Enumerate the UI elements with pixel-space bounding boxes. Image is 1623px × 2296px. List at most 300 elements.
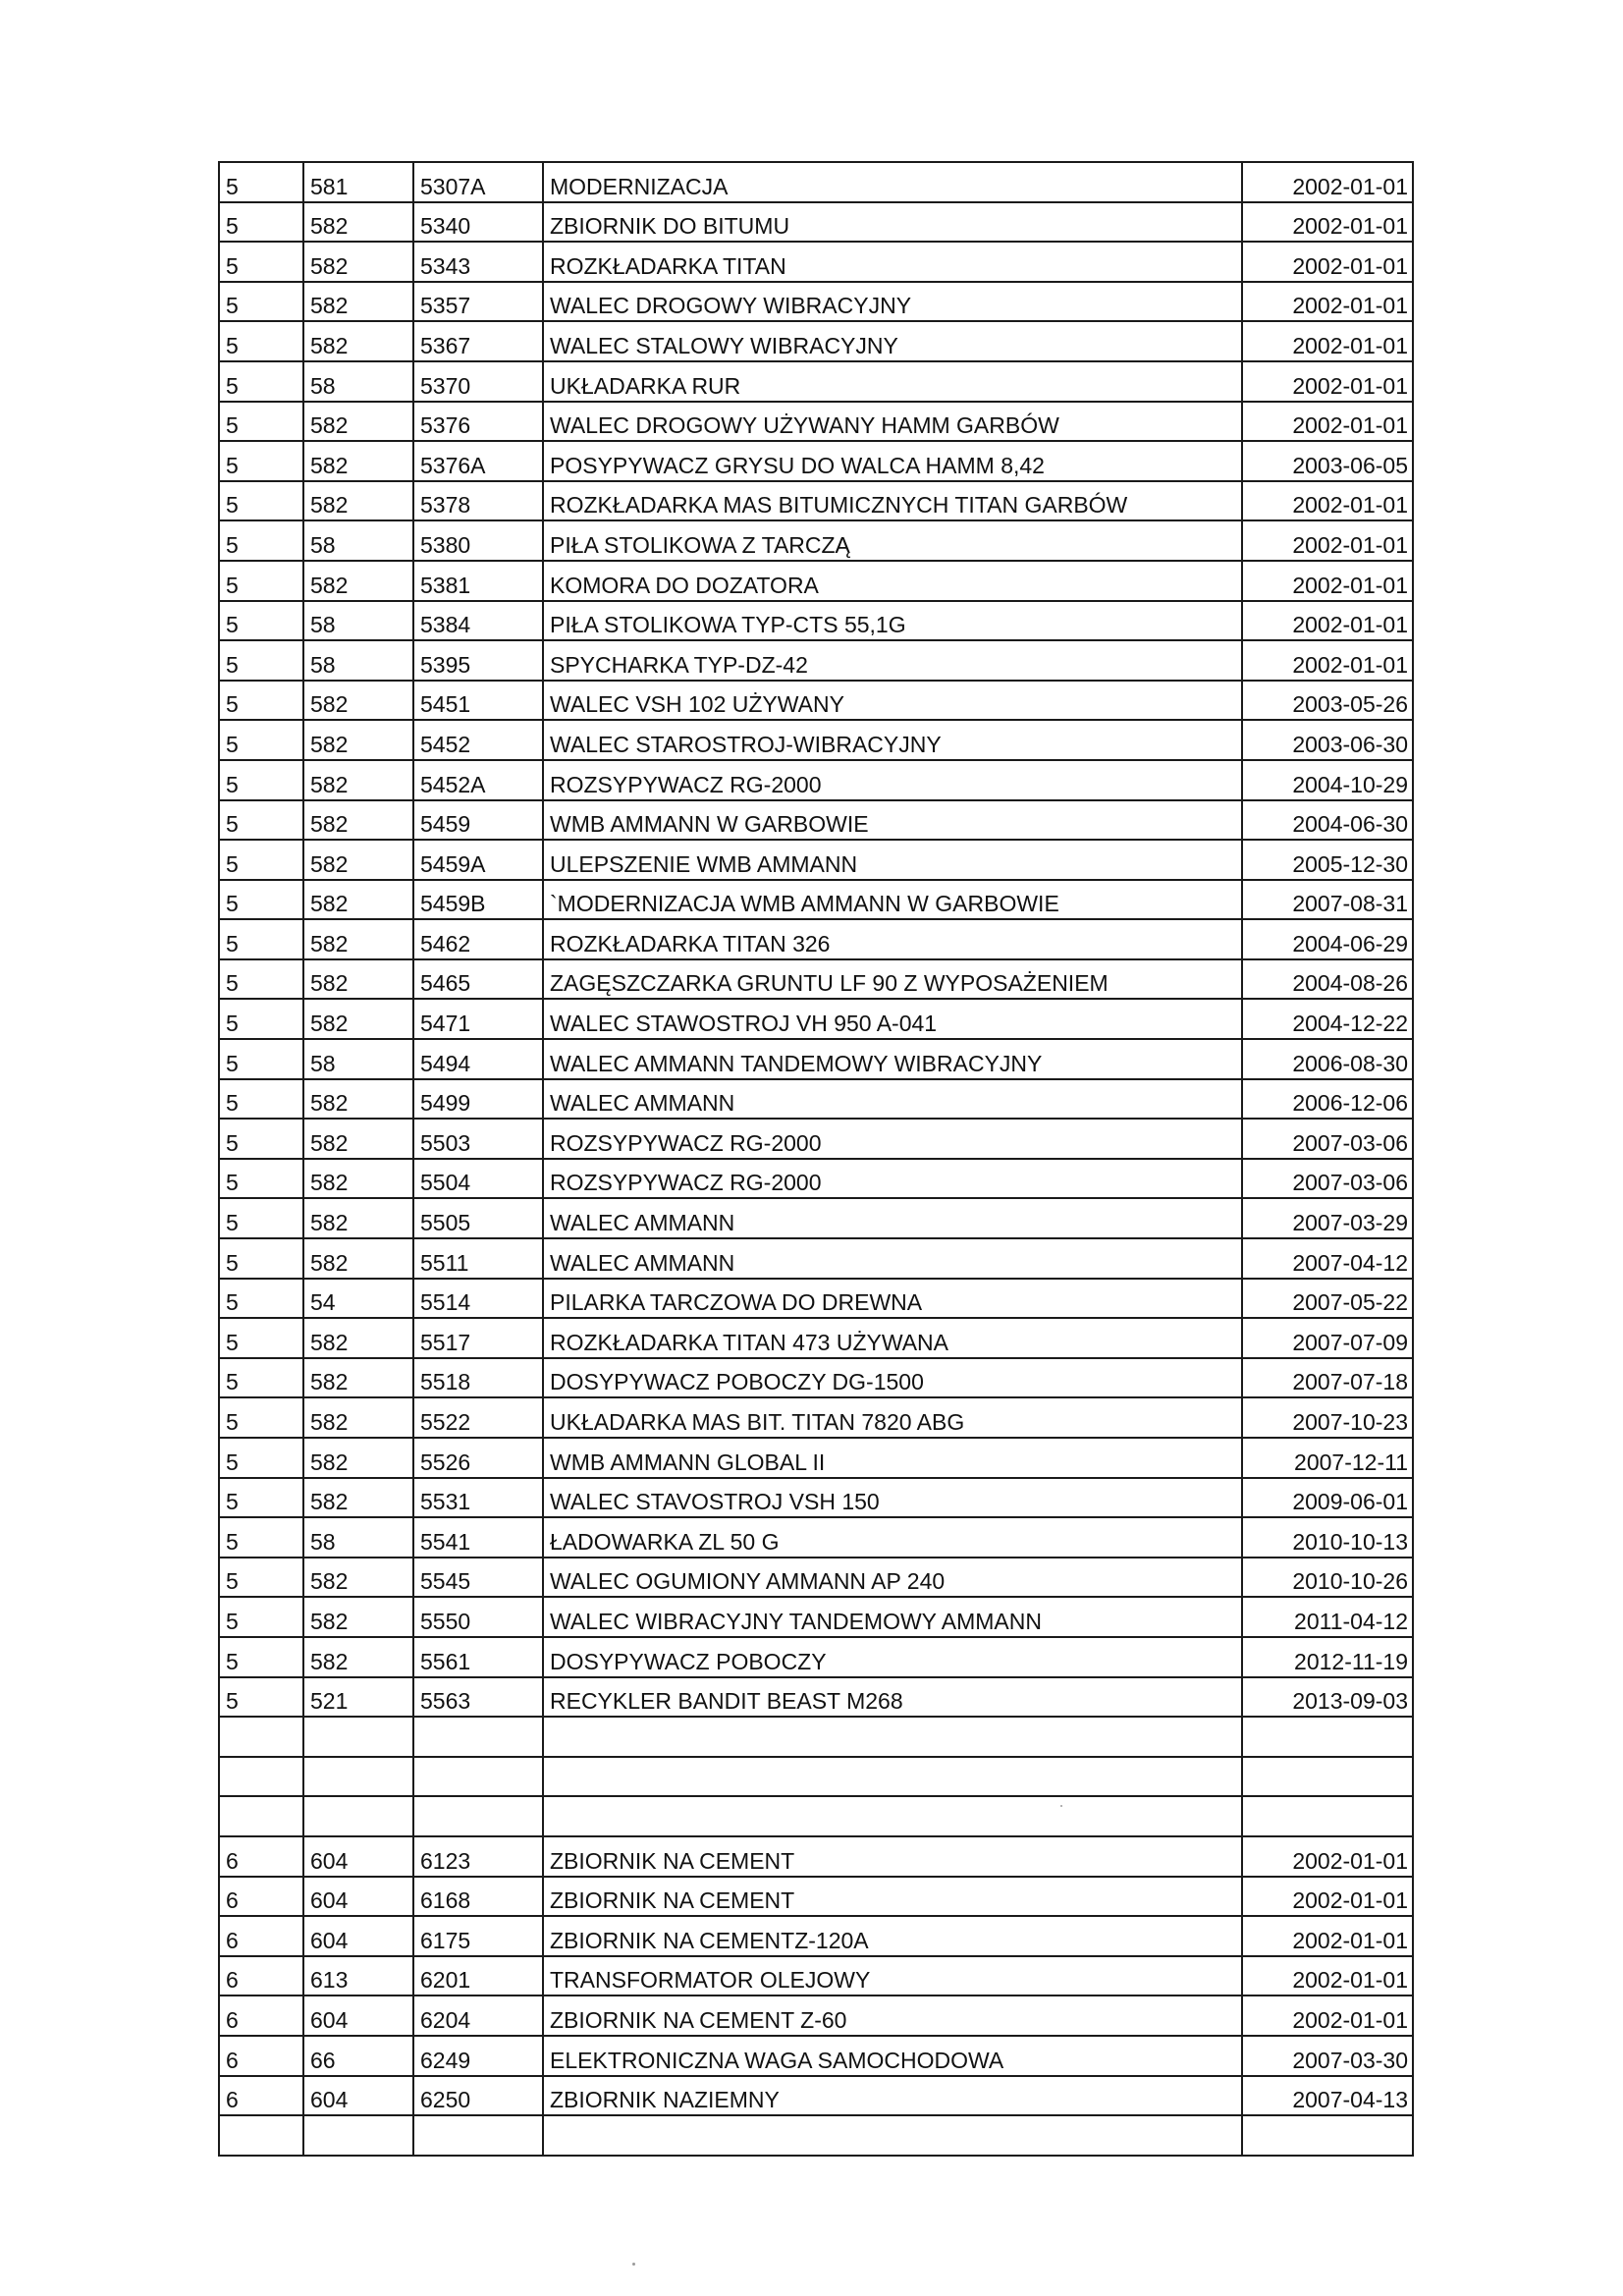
table-row	[219, 1238, 1413, 1279]
group-cell: 5	[219, 681, 303, 721]
table-row	[219, 202, 1413, 243]
date-cell: 2002-01-01	[1242, 321, 1413, 361]
table-row	[219, 1279, 1413, 1319]
description-cell: ROZKŁADARKA TITAN 473 UŻYWANA	[543, 1318, 1242, 1358]
table-row	[219, 800, 1413, 841]
subgroup-cell: 582	[303, 1119, 413, 1159]
description-cell: TRANSFORMATOR OLEJOWY	[543, 1956, 1242, 1996]
asset-number-cell: 6175	[413, 1916, 543, 1956]
subgroup-cell: 582	[303, 880, 413, 920]
description-cell: ROZKŁADARKA TITAN 326	[543, 919, 1242, 959]
group-cell: 6	[219, 1877, 303, 1917]
table-row	[219, 959, 1413, 1000]
subgroup-cell: 604	[303, 1877, 413, 1917]
description-cell: ZBIORNIK NA CEMENT Z-60	[543, 1995, 1242, 2036]
date-cell: 2003-06-05	[1242, 441, 1413, 481]
description-cell: PIŁA STOLIKOWA Z TARCZĄ	[543, 520, 1242, 561]
subgroup-cell	[303, 1757, 413, 1797]
subgroup-cell: 582	[303, 402, 413, 442]
date-cell: 2006-12-06	[1242, 1079, 1413, 1120]
date-cell: 2010-10-26	[1242, 1558, 1413, 1598]
group-cell	[219, 2115, 303, 2156]
group-cell: 5	[219, 840, 303, 880]
description-cell: RECYKLER BANDIT BEAST M268	[543, 1677, 1242, 1718]
subgroup-cell: 582	[303, 1079, 413, 1120]
description-cell: WALEC WIBRACYJNY TANDEMOWY AMMANN	[543, 1597, 1242, 1637]
subgroup-cell: 58	[303, 640, 413, 681]
asset-number-cell: 5307A	[413, 162, 543, 202]
group-cell: 5	[219, 1637, 303, 1677]
subgroup-cell: 604	[303, 1836, 413, 1877]
group-cell: 6	[219, 1836, 303, 1877]
table-row	[219, 481, 1413, 521]
group-cell: 6	[219, 2036, 303, 2076]
group-cell: 5	[219, 321, 303, 361]
group-cell: 5	[219, 1279, 303, 1319]
description-cell: WALEC STALOWY WIBRACYJNY	[543, 321, 1242, 361]
subgroup-cell: 582	[303, 321, 413, 361]
group-cell: 6	[219, 1916, 303, 1956]
description-cell: POSYPYWACZ GRYSU DO WALCA HAMM 8,42	[543, 441, 1242, 481]
asset-number-cell: 5459A	[413, 840, 543, 880]
group-cell: 5	[219, 361, 303, 402]
date-cell: 2013-09-03	[1242, 1677, 1413, 1718]
table-row	[219, 2115, 1413, 2156]
table-row	[219, 402, 1413, 442]
table-row	[219, 880, 1413, 920]
asset-number-cell: 5384	[413, 601, 543, 641]
group-cell: 5	[219, 1079, 303, 1120]
asset-number-cell: 5380	[413, 520, 543, 561]
asset-number-cell: 5518	[413, 1358, 543, 1398]
asset-number-cell: 6250	[413, 2076, 543, 2116]
asset-number-cell: 5452A	[413, 760, 543, 800]
description-cell: ROZSYPYWACZ RG-2000	[543, 1119, 1242, 1159]
table-row	[219, 282, 1413, 322]
table-row	[219, 1039, 1413, 1079]
subgroup-cell: 604	[303, 2076, 413, 2116]
date-cell: 2002-01-01	[1242, 601, 1413, 641]
table-row	[219, 441, 1413, 481]
subgroup-cell: 582	[303, 481, 413, 521]
table-row	[219, 999, 1413, 1039]
asset-number-cell: 5376	[413, 402, 543, 442]
table-row	[219, 1677, 1413, 1718]
asset-number-cell: 5465	[413, 959, 543, 1000]
subgroup-cell: 582	[303, 1358, 413, 1398]
description-cell: WALEC DROGOWY UŻYWANY HAMM GARBÓW	[543, 402, 1242, 442]
date-cell: 2002-01-01	[1242, 282, 1413, 322]
date-cell: 2007-05-22	[1242, 1279, 1413, 1319]
date-cell: 2002-01-01	[1242, 640, 1413, 681]
description-cell: UKŁADARKA RUR	[543, 361, 1242, 402]
table-row	[219, 720, 1413, 760]
description-cell: WALEC STAROSTROJ-WIBRACYJNY	[543, 720, 1242, 760]
subgroup-cell	[303, 1796, 413, 1836]
subgroup-cell: 58	[303, 1517, 413, 1558]
table-row	[219, 840, 1413, 880]
date-cell: 2004-12-22	[1242, 999, 1413, 1039]
asset-table-body	[219, 162, 1413, 2156]
table-row	[219, 601, 1413, 641]
subgroup-cell: 66	[303, 2036, 413, 2076]
asset-number-cell: 5459B	[413, 880, 543, 920]
subgroup-cell: 582	[303, 1397, 413, 1438]
table-row	[219, 1995, 1413, 2036]
subgroup-cell: 54	[303, 1279, 413, 1319]
subgroup-cell: 582	[303, 999, 413, 1039]
table-row	[219, 2036, 1413, 2076]
group-cell: 5	[219, 1438, 303, 1478]
asset-number-cell: 6123	[413, 1836, 543, 1877]
date-cell: 2003-06-30	[1242, 720, 1413, 760]
date-cell: 2002-01-01	[1242, 162, 1413, 202]
description-cell: MODERNIZACJA	[543, 162, 1242, 202]
date-cell: 2002-01-01	[1242, 481, 1413, 521]
table-row	[219, 681, 1413, 721]
date-cell: 2002-01-01	[1242, 1836, 1413, 1877]
date-cell: 2002-01-01	[1242, 361, 1413, 402]
table-row	[219, 1836, 1413, 1877]
date-cell: 2005-12-30	[1242, 840, 1413, 880]
date-cell	[1242, 1717, 1413, 1757]
subgroup-cell: 582	[303, 800, 413, 841]
date-cell: 2007-10-23	[1242, 1397, 1413, 1438]
table-row	[219, 242, 1413, 282]
date-cell	[1242, 1796, 1413, 1836]
table-row	[219, 321, 1413, 361]
description-cell: WALEC STAWOSTROJ VH 950 A-041	[543, 999, 1242, 1039]
group-cell	[219, 1796, 303, 1836]
description-cell: WALEC AMMANN	[543, 1238, 1242, 1279]
table-row	[219, 1558, 1413, 1598]
date-cell: 2002-01-01	[1242, 1916, 1413, 1956]
group-cell: 5	[219, 640, 303, 681]
description-cell: ULEPSZENIE WMB AMMANN	[543, 840, 1242, 880]
group-cell: 6	[219, 2076, 303, 2116]
asset-number-cell: 5517	[413, 1318, 543, 1358]
asset-number-cell: 5541	[413, 1517, 543, 1558]
group-cell: 5	[219, 282, 303, 322]
subgroup-cell: 582	[303, 1438, 413, 1478]
table-row	[219, 760, 1413, 800]
date-cell: 2007-04-13	[1242, 2076, 1413, 2116]
asset-number-cell	[413, 2115, 543, 2156]
date-cell: 2002-01-01	[1242, 202, 1413, 243]
group-cell: 5	[219, 1238, 303, 1279]
asset-number-cell: 5376A	[413, 441, 543, 481]
subgroup-cell: 613	[303, 1956, 413, 1996]
description-cell: ROZSYPYWACZ RG-2000	[543, 760, 1242, 800]
description-cell	[543, 2115, 1242, 2156]
asset-number-cell: 5370	[413, 361, 543, 402]
table-row	[219, 520, 1413, 561]
description-cell	[543, 1796, 1242, 1836]
asset-number-cell: 5459	[413, 800, 543, 841]
date-cell: 2006-08-30	[1242, 1039, 1413, 1079]
table-row	[219, 1757, 1413, 1797]
asset-number-cell: 5531	[413, 1478, 543, 1518]
asset-number-cell: 5514	[413, 1279, 543, 1319]
group-cell: 5	[219, 1558, 303, 1598]
asset-number-cell: 5526	[413, 1438, 543, 1478]
table-row	[219, 1198, 1413, 1238]
asset-number-cell: 6201	[413, 1956, 543, 1996]
subgroup-cell	[303, 2115, 413, 2156]
subgroup-cell: 604	[303, 1995, 413, 2036]
asset-number-cell: 6168	[413, 1877, 543, 1917]
subgroup-cell: 604	[303, 1916, 413, 1956]
description-cell: ZBIORNIK NA CEMENTZ-120A	[543, 1916, 1242, 1956]
description-cell: WALEC DROGOWY WIBRACYJNY	[543, 282, 1242, 322]
description-cell: ZBIORNIK NA CEMENT	[543, 1877, 1242, 1917]
subgroup-cell: 58	[303, 1039, 413, 1079]
description-cell: ROZKŁADARKA TITAN	[543, 242, 1242, 282]
subgroup-cell	[303, 1717, 413, 1757]
subgroup-cell: 582	[303, 919, 413, 959]
group-cell: 5	[219, 720, 303, 760]
date-cell: 2007-12-11	[1242, 1438, 1413, 1478]
group-cell: 5	[219, 1159, 303, 1199]
group-cell: 5	[219, 1039, 303, 1079]
subgroup-cell: 58	[303, 520, 413, 561]
asset-number-cell: 5561	[413, 1637, 543, 1677]
table-row	[219, 1159, 1413, 1199]
description-cell: WALEC AMMANN	[543, 1198, 1242, 1238]
group-cell: 5	[219, 561, 303, 601]
subgroup-cell: 582	[303, 1238, 413, 1279]
asset-number-cell	[413, 1757, 543, 1797]
date-cell: 2007-07-18	[1242, 1358, 1413, 1398]
subgroup-cell: 582	[303, 282, 413, 322]
table-row	[219, 1796, 1413, 1836]
date-cell: 2007-08-31	[1242, 880, 1413, 920]
subgroup-cell: 582	[303, 959, 413, 1000]
description-cell: DOSYPYWACZ POBOCZY	[543, 1637, 1242, 1677]
table-row	[219, 1119, 1413, 1159]
table-row	[219, 1717, 1413, 1757]
group-cell: 5	[219, 1119, 303, 1159]
table-row	[219, 1397, 1413, 1438]
asset-number-cell: 6249	[413, 2036, 543, 2076]
scan-speck	[1060, 1805, 1062, 1807]
description-cell: WMB AMMANN GLOBAL II	[543, 1438, 1242, 1478]
group-cell: 5	[219, 760, 303, 800]
description-cell: UKŁADARKA MAS BIT. TITAN 7820 ABG	[543, 1397, 1242, 1438]
description-cell: SPYCHARKA TYP-DZ-42	[543, 640, 1242, 681]
date-cell	[1242, 2115, 1413, 2156]
group-cell: 5	[219, 441, 303, 481]
asset-number-cell: 5452	[413, 720, 543, 760]
subgroup-cell: 582	[303, 1198, 413, 1238]
table-row	[219, 1438, 1413, 1478]
description-cell: ZBIORNIK DO BITUMU	[543, 202, 1242, 243]
asset-number-cell: 5343	[413, 242, 543, 282]
description-cell: ROZSYPYWACZ RG-2000	[543, 1159, 1242, 1199]
description-cell: WALEC AMMANN	[543, 1079, 1242, 1120]
subgroup-cell: 521	[303, 1677, 413, 1718]
table-row	[219, 1877, 1413, 1917]
table-row	[219, 640, 1413, 681]
subgroup-cell: 581	[303, 162, 413, 202]
asset-number-cell: 5504	[413, 1159, 543, 1199]
date-cell: 2004-10-29	[1242, 760, 1413, 800]
date-cell: 2002-01-01	[1242, 1995, 1413, 2036]
date-cell: 2007-07-09	[1242, 1318, 1413, 1358]
asset-number-cell: 5462	[413, 919, 543, 959]
date-cell: 2002-01-01	[1242, 402, 1413, 442]
subgroup-cell: 582	[303, 840, 413, 880]
asset-number-cell: 5357	[413, 282, 543, 322]
asset-number-cell: 5511	[413, 1238, 543, 1279]
date-cell: 2009-06-01	[1242, 1478, 1413, 1518]
group-cell: 5	[219, 162, 303, 202]
description-cell: WALEC AMMANN TANDEMOWY WIBRACYJNY	[543, 1039, 1242, 1079]
description-cell: ŁADOWARKA ZL 50 G	[543, 1517, 1242, 1558]
asset-number-cell: 5499	[413, 1079, 543, 1120]
subgroup-cell: 582	[303, 681, 413, 721]
description-cell: ZAGĘSZCZARKA GRUNTU LF 90 Z WYPOSAŻENIEM	[543, 959, 1242, 1000]
asset-number-cell: 5340	[413, 202, 543, 243]
group-cell: 5	[219, 1597, 303, 1637]
date-cell: 2002-01-01	[1242, 561, 1413, 601]
subgroup-cell: 58	[303, 601, 413, 641]
asset-number-cell: 5367	[413, 321, 543, 361]
description-cell: ELEKTRONICZNA WAGA SAMOCHODOWA	[543, 2036, 1242, 2076]
date-cell: 2010-10-13	[1242, 1517, 1413, 1558]
group-cell: 5	[219, 402, 303, 442]
date-cell: 2004-06-29	[1242, 919, 1413, 959]
date-cell: 2004-06-30	[1242, 800, 1413, 841]
group-cell: 5	[219, 202, 303, 243]
description-cell	[543, 1717, 1242, 1757]
scan-speck	[632, 2263, 635, 2266]
asset-number-cell: 5505	[413, 1198, 543, 1238]
date-cell: 2002-01-01	[1242, 520, 1413, 561]
subgroup-cell: 582	[303, 441, 413, 481]
subgroup-cell: 582	[303, 1159, 413, 1199]
asset-number-cell: 5471	[413, 999, 543, 1039]
asset-number-cell: 5503	[413, 1119, 543, 1159]
table-row	[219, 1956, 1413, 1996]
table-row	[219, 1478, 1413, 1518]
date-cell: 2003-05-26	[1242, 681, 1413, 721]
subgroup-cell: 582	[303, 242, 413, 282]
group-cell: 5	[219, 880, 303, 920]
date-cell: 2011-04-12	[1242, 1597, 1413, 1637]
asset-number-cell: 5381	[413, 561, 543, 601]
date-cell: 2007-03-06	[1242, 1159, 1413, 1199]
table-row	[219, 919, 1413, 959]
group-cell: 5	[219, 1517, 303, 1558]
group-cell: 5	[219, 1397, 303, 1438]
table-row	[219, 361, 1413, 402]
description-cell: WMB AMMANN W GARBOWIE	[543, 800, 1242, 841]
group-cell	[219, 1717, 303, 1757]
description-cell: PIŁA STOLIKOWA TYP-CTS 55,1G	[543, 601, 1242, 641]
group-cell: 5	[219, 481, 303, 521]
date-cell: 2002-01-01	[1242, 1956, 1413, 1996]
group-cell: 5	[219, 1358, 303, 1398]
date-cell: 2012-11-19	[1242, 1637, 1413, 1677]
subgroup-cell: 58	[303, 361, 413, 402]
date-cell: 2004-08-26	[1242, 959, 1413, 1000]
description-cell: KOMORA DO DOZATORA	[543, 561, 1242, 601]
description-cell: WALEC OGUMIONY AMMANN AP 240	[543, 1558, 1242, 1598]
table-row	[219, 1597, 1413, 1637]
asset-number-cell: 5563	[413, 1677, 543, 1718]
subgroup-cell: 582	[303, 202, 413, 243]
description-cell: ROZKŁADARKA MAS BITUMICZNYCH TITAN GARBÓW	[543, 481, 1242, 521]
date-cell: 2002-01-01	[1242, 1877, 1413, 1917]
description-cell	[543, 1757, 1242, 1797]
asset-number-cell: 5522	[413, 1397, 543, 1438]
group-cell: 5	[219, 959, 303, 1000]
table-row	[219, 1637, 1413, 1677]
description-cell: DOSYPYWACZ POBOCZY DG-1500	[543, 1358, 1242, 1398]
table-row	[219, 1079, 1413, 1120]
date-cell: 2007-03-06	[1242, 1119, 1413, 1159]
date-cell: 2007-04-12	[1242, 1238, 1413, 1279]
group-cell: 5	[219, 242, 303, 282]
group-cell: 5	[219, 1478, 303, 1518]
group-cell: 5	[219, 1677, 303, 1718]
subgroup-cell: 582	[303, 561, 413, 601]
subgroup-cell: 582	[303, 760, 413, 800]
subgroup-cell: 582	[303, 1637, 413, 1677]
asset-register-table	[218, 161, 1414, 2157]
subgroup-cell: 582	[303, 1478, 413, 1518]
date-cell: 2007-03-30	[1242, 2036, 1413, 2076]
description-cell: `MODERNIZACJA WMB AMMANN W GARBOWIE	[543, 880, 1242, 920]
description-cell: WALEC VSH 102 UŻYWANY	[543, 681, 1242, 721]
table-row	[219, 561, 1413, 601]
asset-number-cell: 5545	[413, 1558, 543, 1598]
table-row	[219, 1916, 1413, 1956]
description-cell: ZBIORNIK NA CEMENT	[543, 1836, 1242, 1877]
group-cell: 5	[219, 999, 303, 1039]
asset-number-cell	[413, 1796, 543, 1836]
asset-number-cell: 5395	[413, 640, 543, 681]
subgroup-cell: 582	[303, 1597, 413, 1637]
group-cell: 6	[219, 1956, 303, 1996]
date-cell	[1242, 1757, 1413, 1797]
date-cell: 2007-03-29	[1242, 1198, 1413, 1238]
group-cell: 5	[219, 520, 303, 561]
date-cell: 2002-01-01	[1242, 242, 1413, 282]
subgroup-cell: 582	[303, 720, 413, 760]
description-cell: WALEC STAVOSTROJ VSH 150	[543, 1478, 1242, 1518]
table-row	[219, 1318, 1413, 1358]
group-cell: 5	[219, 1198, 303, 1238]
table-row	[219, 162, 1413, 202]
asset-number-cell	[413, 1717, 543, 1757]
subgroup-cell: 582	[303, 1318, 413, 1358]
group-cell: 5	[219, 1318, 303, 1358]
group-cell: 5	[219, 601, 303, 641]
asset-number-cell: 5550	[413, 1597, 543, 1637]
description-cell: ZBIORNIK NAZIEMNY	[543, 2076, 1242, 2116]
table-row	[219, 1358, 1413, 1398]
asset-number-cell: 5451	[413, 681, 543, 721]
asset-number-cell: 6204	[413, 1995, 543, 2036]
table-row	[219, 2076, 1413, 2116]
asset-number-cell: 5378	[413, 481, 543, 521]
group-cell	[219, 1757, 303, 1797]
description-cell: PILARKA TARCZOWA DO DREWNA	[543, 1279, 1242, 1319]
group-cell: 6	[219, 1995, 303, 2036]
subgroup-cell: 582	[303, 1558, 413, 1598]
